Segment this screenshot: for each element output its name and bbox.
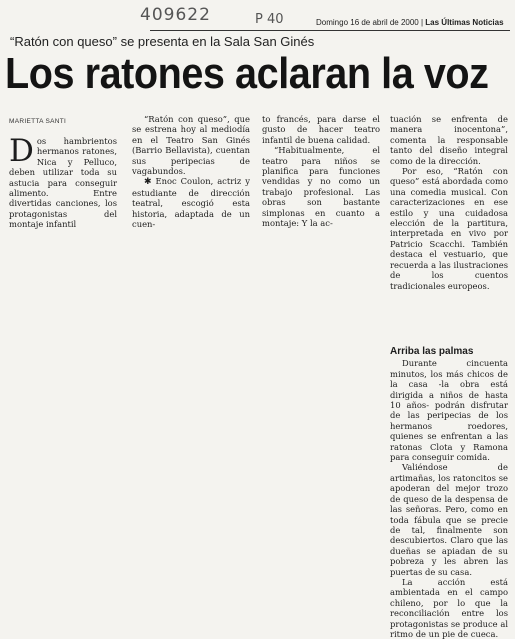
paragraph: “Ratón con queso”, que se estrena hoy al mediodía en el Teatro San Ginés (Barrio Bellavista), cuentan sus peripecias de vagabundos. [132, 114, 250, 177]
article-column-2 [132, 114, 250, 229]
drop-cap: D [9, 133, 34, 169]
section-subhead: Arriba las palmas [390, 346, 474, 357]
article-byline: MARIETTA SANTI [9, 118, 67, 125]
paragraph: tuación se enfrenta de manera inocentona”, comenta la responsable tanto del diseño integral como de la dirección. [390, 114, 508, 166]
article-column-4 [390, 114, 508, 291]
article-column-5 [390, 345, 508, 639]
issue-date: Domingo 16 de abril de 2000 | [316, 18, 424, 27]
paragraph: La acción está ambientada en el campo chileno, por lo que la reconciliación entre los protagonistas se produce al ritmo de un pie de cueca. [390, 576, 508, 639]
paragraph [132, 176, 250, 229]
handwritten-archive-code: 409622 [140, 5, 211, 25]
paragraph: “Habitualmente, el teatro para niños se planifica para funciones vendidas y no como un trabajo profesional. Las obras son bastante simplonas en cuanto a montaje: Y la ac- [262, 145, 380, 229]
handwritten-page-number: P 40 [255, 12, 284, 27]
asterisk-mark: ✱ [144, 177, 152, 188]
paragraph: Durante cincuenta minutos, los más chicos de la casa -la obra está dirigida a niños de hasta 10 años- podrán disfrutar de las peripecias de los hermanos roedores, quienes se enfrentan a las ratonas Clota y Ramona para conseguir comida. [390, 358, 508, 463]
paragraph: Por eso, “Ratón con queso” está abordada como una comedia musical. Con caracterizaciones en ese estilo y una cuidadosa elección de la partitura, interpretada en vivo por Patricio Scacchi. También destaca el vestuario, que recuerda a las ilustraciones de los cuentos tradicionales europeos. [390, 166, 508, 291]
paragraph: Valiéndose de artimañas, los ratoncitos se apoderan del mejor trozo de queso de la despensa de las señoras. Pero, como en toda fábula que se precie de tal, finalmente son descubiertos. Claro que las dueñas se apiadan de su pobreza y les abren las puertas de su casa. [390, 462, 508, 577]
masthead-rule [150, 30, 510, 31]
paragraph [9, 133, 117, 230]
article-headline: Los ratones aclaran la voz [5, 49, 489, 98]
article-column-3 [262, 114, 380, 228]
paragraph-text: Enoc Coulon, actriz y estudiante de dirección teatral, escogió esta historia, adaptada de un cuen- [132, 176, 250, 230]
paragraph-text: os hambrientos hermanos ratones, Nica y Pelluco, deben utilizar toda su astucia para conseguir alimento. Entre divertidas canciones, los protagonistas del montaje infantil [9, 136, 117, 230]
article-kicker: “Ratón con queso” se presenta en la Sala San Ginés [10, 34, 315, 49]
masthead [316, 18, 504, 27]
article-column-1 [9, 133, 117, 230]
publication-name: Las Últimas Noticias [425, 18, 504, 27]
paragraph: to francés, para darse el gusto de hacer teatro infantil de buena calidad. [262, 114, 380, 145]
